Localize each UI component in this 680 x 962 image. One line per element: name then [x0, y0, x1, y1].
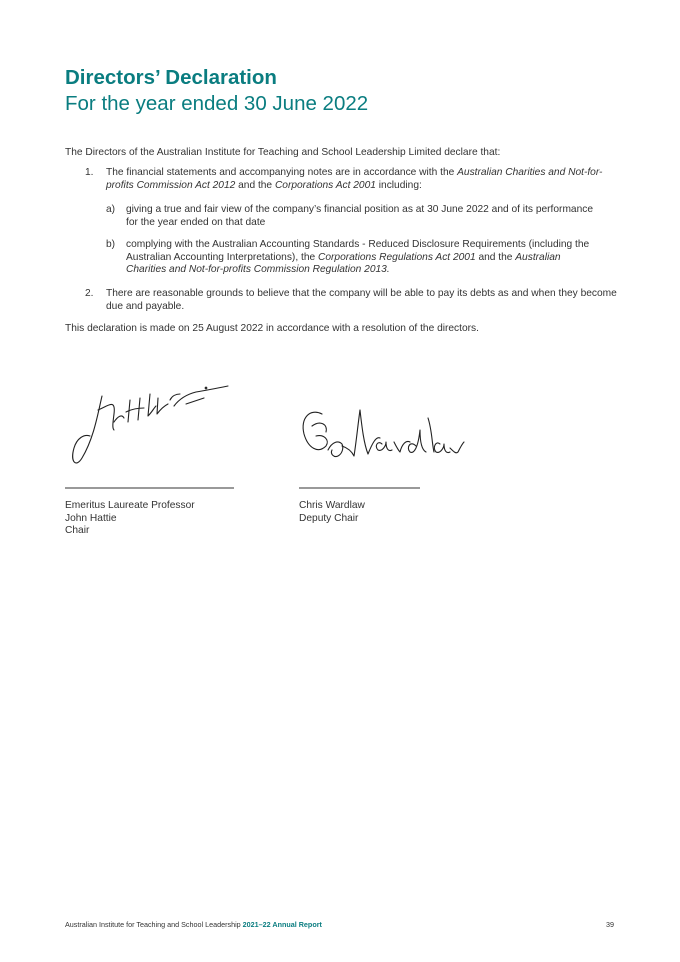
- item-number-1: 1.: [85, 167, 94, 178]
- text-run: including:: [375, 179, 422, 191]
- closing-paragraph: This declaration is made on 25 August 2022 in accordance with a resolution of the directors.: [65, 323, 479, 334]
- subitem-a-text: [126, 204, 596, 229]
- text-run: Australian Charities and Not-for-profits Commission Regulation 2013.: [126, 251, 561, 275]
- signature-hattie-image: [68, 378, 233, 470]
- footer-org: Australian Institute for Teaching and School Leadership: [65, 920, 243, 929]
- page-subtitle: For the year ended 30 June 2022: [65, 92, 369, 115]
- text-run: Corporations Regulations Act 2001: [317, 251, 476, 263]
- subitem-letter-b: b): [106, 239, 116, 250]
- intro-paragraph: The Directors of the Australian Institute for Teaching and School Leadership Limited declare that:: [65, 147, 501, 158]
- footer-report: 2021–22 Annual Report: [242, 920, 322, 929]
- signatory-wardlaw: [299, 500, 365, 525]
- subitem-letter-a: a): [106, 204, 116, 215]
- signatory-hattie-role: Chair: [65, 525, 90, 536]
- signatory-hattie: [65, 500, 195, 538]
- item-2-text: [106, 288, 618, 313]
- text-run: Corporations Act 2001: [274, 179, 376, 191]
- signatory-wardlaw-role: Deputy Chair: [299, 512, 359, 524]
- text-run: The financial statements and accompanying notes are in accordance with the: [106, 167, 458, 178]
- item-number-2: 2.: [85, 288, 94, 299]
- signatory-wardlaw-name: Chris Wardlaw: [299, 500, 365, 511]
- text-run: complying with the Australian Accounting Standards - Reduced Disclosure Requirements (including the Australian Accounting Interpretations), the: [126, 239, 590, 263]
- page-number: 39: [606, 920, 614, 929]
- signature-wardlaw-image: [298, 404, 470, 466]
- item-1-text: [106, 167, 606, 192]
- text-run: giving a true and fair view of the company’s financial position as at 30 June 2022 and of its performance for the year ended on that date: [126, 204, 594, 228]
- signature-line-wardlaw: [299, 487, 420, 489]
- text-run: and the: [475, 251, 516, 263]
- text-run: and the: [235, 179, 275, 191]
- footer-report-name: [65, 920, 322, 929]
- text-run: There are reasonable grounds to believe that the company will be able to pay its debts as and when they become due and payable.: [106, 288, 617, 312]
- signatory-hattie-name: John Hattie: [65, 512, 117, 524]
- signatory-hattie-title: Emeritus Laureate Professor: [65, 500, 195, 511]
- page-title: Directors’ Declaration: [65, 66, 277, 89]
- signature-line-hattie: [65, 487, 234, 489]
- text-run: Australian Charities and Not-for-profits Commission Act 2012: [106, 167, 603, 191]
- subitem-b-text: [126, 239, 596, 277]
